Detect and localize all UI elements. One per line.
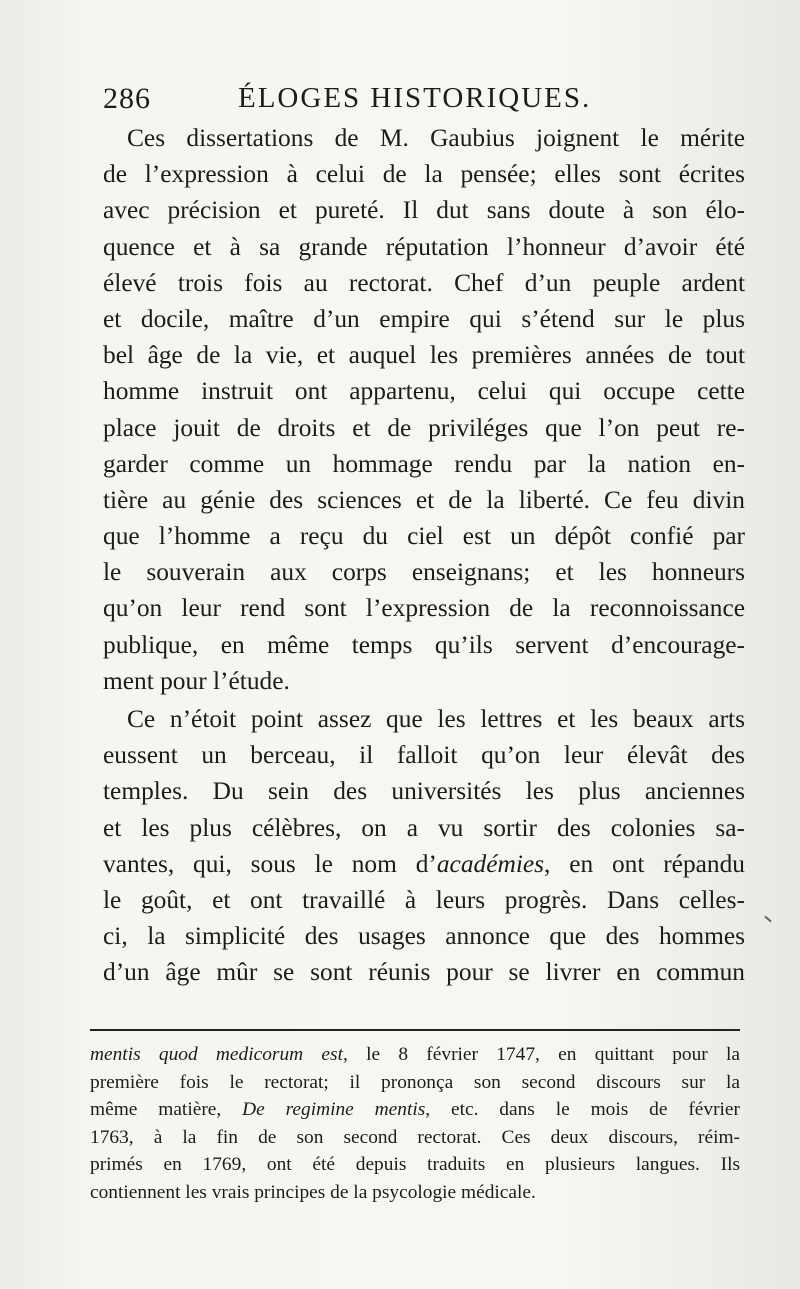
footnote-line <box>90 1096 740 1124</box>
text-line: d’un âge mûr se sont réunis pour se livrer en commun <box>103 958 745 987</box>
text-line: que l’homme a reçu du ciel est un dépôt confié par <box>103 522 745 551</box>
italic-term: De regimine mentis <box>242 1099 426 1120</box>
italic-term: mentis quod medicorum est <box>90 1044 343 1065</box>
text-segment: , le 8 février 1747, en quittant pour la <box>342 1044 740 1065</box>
footnote-line: primés en 1769, ont été depuis traduits en plusieurs langues. Ils <box>90 1154 740 1175</box>
footnote-line <box>90 1041 740 1069</box>
text-segment: vantes, qui, sous le nom d’ <box>103 849 437 878</box>
page-number: 286 <box>103 82 151 115</box>
main-text <box>103 120 745 991</box>
text-line: et les plus célèbres, on a vu sortir des colonies sa- <box>103 813 745 842</box>
text-line: tière au génie des sciences et de la liberté. Ce feu divin <box>103 485 745 514</box>
text-line: élevé trois fois au rectorat. Chef d’un peuple ardent <box>103 268 745 297</box>
page-header <box>103 82 743 122</box>
text-segment: , etc. dans le mois de février <box>425 1099 740 1120</box>
text-line: publique, en même temps qu’ils servent d’encourage- <box>103 630 745 659</box>
text-line: le goût, et ont travaillé à leurs progrès. Dans celles- <box>103 885 745 914</box>
footnote-rule <box>90 1029 740 1031</box>
text-line: temples. Du sein des universités les plus anciennes <box>103 777 745 806</box>
footnote-line: 1763, à la fin de son second rectorat. Ces deux discours, réim- <box>90 1126 740 1148</box>
text-line: et docile, maître d’un empire qui s’étend sur le plus <box>103 304 745 333</box>
text-line: eussent un berceau, il falloit qu’on leur élevât des <box>103 741 745 770</box>
text-segment: même matière, <box>90 1099 243 1120</box>
footnote-line: première fois le rectorat; il prononça son second discours sur la <box>90 1071 740 1093</box>
text-line: Ces dissertations de M. Gaubius joignent le mérite <box>127 124 745 152</box>
running-title: ÉLOGES HISTORIQUES. <box>238 82 592 114</box>
text-line: Ce n’étoit point assez que les lettres et les beaux arts <box>127 705 745 733</box>
footnote <box>90 1041 740 1206</box>
text-line: le souverain aux corps enseignans; et les honneurs <box>103 558 745 587</box>
text-segment: , en ont répandu <box>544 849 746 878</box>
italic-term: académies <box>436 849 545 878</box>
text-line-with-italic <box>103 846 745 882</box>
text-line: qu’on leur rend sont l’expression de la reconnoissance <box>103 594 745 623</box>
scan-speck <box>764 916 771 923</box>
text-line: place jouit de droits et de priviléges que l’on peut re- <box>103 413 745 442</box>
text-line: quence et à sa grande réputation l’honneur d’avoir été <box>103 232 745 261</box>
text-line: bel âge de la vie, et auquel les premières années de tout <box>103 341 745 370</box>
text-line: de l’expression à celui de la pensée; elles sont écrites <box>103 160 745 189</box>
text-line: garder comme un hommage rendu par la nation en- <box>103 449 745 478</box>
text-line: ment pour l’étude. <box>103 666 290 695</box>
text-line: avec précision et pureté. Il dut sans doute à son élo- <box>103 196 745 225</box>
footnote-line: contiennent les vrais principes de la psycologie médicale. <box>90 1181 536 1203</box>
text-line: homme instruit ont appartenu, celui qui occupe cette <box>103 377 745 406</box>
text-line: ci, la simplicité des usages annonce que des hommes <box>103 922 745 951</box>
